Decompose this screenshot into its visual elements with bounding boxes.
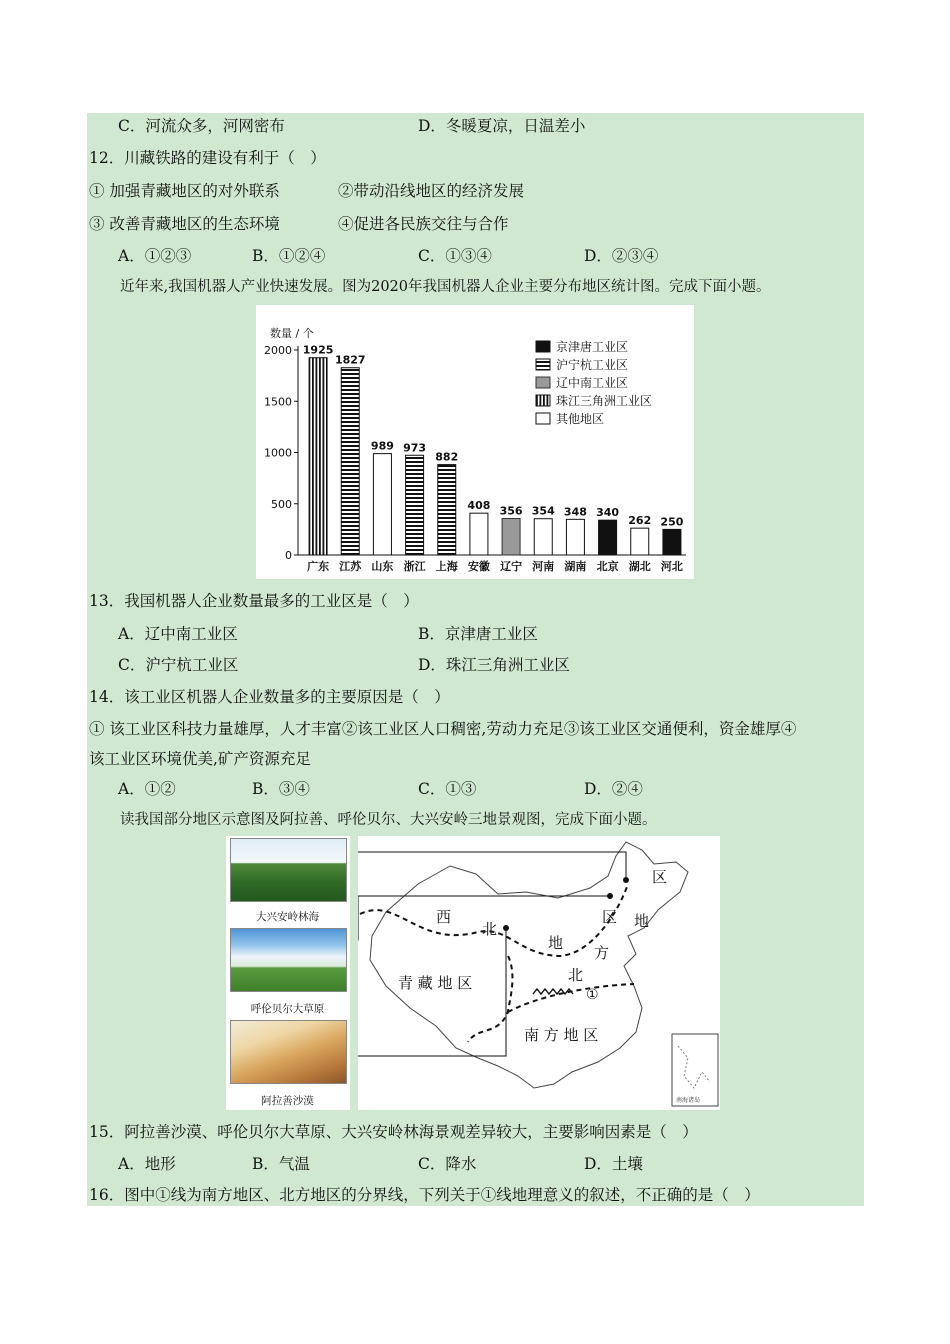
q12-item-4: ④促进各民族交往与合作 — [338, 215, 509, 233]
q15-option-a[interactable]: A．地形 — [118, 1155, 176, 1173]
bar-value-label: 973 — [403, 441, 427, 455]
q13-option-b[interactable]: B．京津唐工业区 — [418, 625, 538, 643]
x-tick-label: 北京 — [596, 560, 619, 573]
x-tick-label: 上海 — [435, 560, 458, 573]
q13-option-d[interactable]: D．珠江三角洲工业区 — [418, 656, 570, 674]
forest-photo — [230, 838, 347, 902]
q13-option-a[interactable]: A．辽中南工业区 — [118, 625, 238, 643]
legend-label-jingjin: 京津唐工业区 — [556, 340, 629, 354]
bar-value-label: 250 — [660, 515, 684, 529]
bar-2 — [373, 454, 391, 555]
desert-location-dot — [503, 925, 509, 931]
label-qu-1: 区 — [652, 868, 668, 886]
legend-swatch-liaozhong — [536, 377, 550, 388]
x-tick-label: 浙江 — [403, 560, 426, 573]
robot-chart — [256, 305, 694, 579]
bar-10 — [631, 528, 649, 555]
q14-line-2: 该工业区环境优美,矿产资源充足 — [89, 750, 311, 768]
bar-value-label: 1827 — [334, 353, 366, 367]
bar-6 — [502, 519, 520, 555]
bar-value-label: 262 — [628, 514, 652, 528]
bar-0 — [309, 358, 327, 555]
bar-7 — [534, 519, 552, 555]
x-tick-label: 山东 — [371, 560, 394, 573]
q14-option-c[interactable]: C．①③ — [418, 780, 477, 798]
china-region-map — [358, 836, 720, 1110]
south-sea-inset — [672, 1034, 718, 1106]
y-tick-label: 1000 — [264, 446, 292, 460]
china-map-svg — [358, 836, 720, 1110]
x-tick-label: 河南 — [532, 560, 555, 573]
x-tick-label: 广东 — [307, 560, 330, 573]
label-nanfang: 南 方 地 区 — [524, 1026, 599, 1044]
chart-y-label: 数量 / 个 — [270, 327, 314, 340]
bar-11 — [663, 529, 681, 555]
q12-item-2: ②带动沿线地区的经济发展 — [338, 182, 525, 200]
q11-option-c[interactable]: C．河流众多，河网密布 — [118, 117, 285, 135]
legend-label-liaozhong: 辽中南工业区 — [556, 376, 629, 390]
bar-9 — [599, 520, 617, 555]
q12-item-1: ① 加强青藏地区的对外联系 — [89, 182, 280, 200]
grassland-photo — [230, 928, 347, 992]
bar-4 — [438, 465, 456, 555]
bar-value-label: 408 — [467, 499, 491, 513]
grassland-caption: 呼伦贝尔大草原 — [250, 1003, 325, 1015]
legend-label-other: 其他地区 — [556, 412, 605, 426]
inset-label: 南海诸岛 — [676, 1097, 701, 1104]
x-tick-label: 安徽 — [467, 560, 490, 573]
q11-option-d[interactable]: D．冬暖夏凉，日温差小 — [418, 117, 586, 135]
bar-value-label: 348 — [563, 505, 587, 519]
x-tick-label: 湖北 — [628, 560, 651, 573]
robot-chart-svg — [256, 305, 694, 579]
bar-value-label: 354 — [531, 504, 555, 518]
bar-value-label: 989 — [370, 439, 394, 453]
bar-8 — [566, 519, 584, 555]
china-outline — [370, 842, 688, 1088]
q15-option-d[interactable]: D．土壤 — [584, 1155, 643, 1173]
legend-swatch-huning — [536, 359, 550, 370]
x-tick-label: 湖南 — [564, 560, 587, 573]
legend-label-huning: 沪宁杭工业区 — [556, 358, 629, 372]
q15-option-c[interactable]: C．降水 — [418, 1155, 477, 1173]
y-tick-label: 1500 — [264, 395, 292, 409]
legend-swatch-jingjin — [536, 341, 550, 352]
bar-5 — [470, 513, 488, 555]
q14-option-d[interactable]: D．②④ — [584, 780, 643, 798]
q12-option-c[interactable]: C．①③④ — [418, 247, 492, 265]
map-intro: 读我国部分地区示意图及阿拉善、呼伦贝尔、大兴安岭三地景观图，完成下面小题。 — [120, 812, 657, 828]
label-di-1: 地 — [634, 912, 650, 930]
q15-option-b[interactable]: B．气温 — [252, 1155, 310, 1173]
x-tick-label: 河北 — [660, 560, 683, 573]
q16-stem: 16．图中①线为南方地区、北方地区的分界线，下列关于①线地理意义的叙述，不正确的是（ ） — [89, 1186, 760, 1204]
bar-value-label: 340 — [596, 506, 620, 520]
label-qu-2: 区 — [602, 908, 618, 926]
callout-forest — [358, 852, 626, 880]
desert-caption: 阿拉善沙漠 — [261, 1095, 314, 1107]
label-xi: 西 — [436, 908, 452, 926]
grassland-location-dot — [607, 893, 613, 899]
bar-1 — [341, 368, 359, 555]
bar-3 — [406, 455, 424, 555]
q13-stem: 13．我国机器人企业数量最多的工业区是（ ） — [89, 592, 419, 610]
legend-label-zhujiang: 珠江三角洲工业区 — [556, 394, 653, 408]
label-di-2: 地 — [548, 934, 564, 952]
label-bei-2: 北 — [568, 966, 584, 984]
label-qingzang: 青 藏 地 区 — [398, 974, 473, 992]
x-tick-label: 辽宁 — [500, 560, 523, 573]
y-tick-label: 500 — [271, 497, 292, 511]
desert-photo — [230, 1020, 347, 1084]
legend-swatch-zhujiang — [536, 395, 550, 406]
q14-option-b[interactable]: B．③④ — [252, 780, 310, 798]
bar-value-label: 1925 — [302, 343, 334, 357]
q12-item-3: ③ 改善青藏地区的生态环境 — [89, 215, 280, 233]
label-bei: 北 — [482, 920, 498, 938]
robot-intro: 近年来,我国机器人产业快速发展。图为2020年我国机器人企业主要分布地区统计图。完成下面小题。 — [120, 279, 771, 295]
q14-line-1: ① 该工业区科技力量雄厚，人才丰富②该工业区人口稠密,劳动力充足③该工业区交通便利，资金雄厚④ — [89, 720, 797, 738]
bar-value-label: 356 — [499, 504, 523, 518]
bar-value-label: 882 — [435, 450, 459, 464]
q13-option-c[interactable]: C．沪宁杭工业区 — [118, 656, 239, 674]
legend-swatch-other — [536, 413, 550, 424]
q14-option-a[interactable]: A．①② — [118, 780, 176, 798]
y-tick-label: 2000 — [264, 344, 292, 357]
label-line-1: ① — [586, 987, 599, 1003]
q12-option-b[interactable]: B．①②④ — [252, 247, 326, 265]
x-tick-label: 江苏 — [339, 560, 362, 573]
forest-location-dot — [623, 877, 629, 883]
q14-stem: 14．该工业区机器人企业数量多的主要原因是（ ） — [89, 688, 450, 706]
forest-caption: 大兴安岭林海 — [256, 911, 319, 923]
label-fang: 方 — [594, 944, 610, 962]
y-tick-label: 0 — [285, 549, 292, 562]
q12-option-d[interactable]: D．②③④ — [584, 247, 659, 265]
q12-option-a[interactable]: A．①②③ — [118, 247, 192, 265]
q15-stem: 15．阿拉善沙漠、呼伦贝尔大草原、大兴安岭林海景观差异较大，主要影响因素是（ ） — [89, 1123, 698, 1141]
q12-stem: 12．川藏铁路的建设有利于（ ） — [89, 149, 326, 167]
